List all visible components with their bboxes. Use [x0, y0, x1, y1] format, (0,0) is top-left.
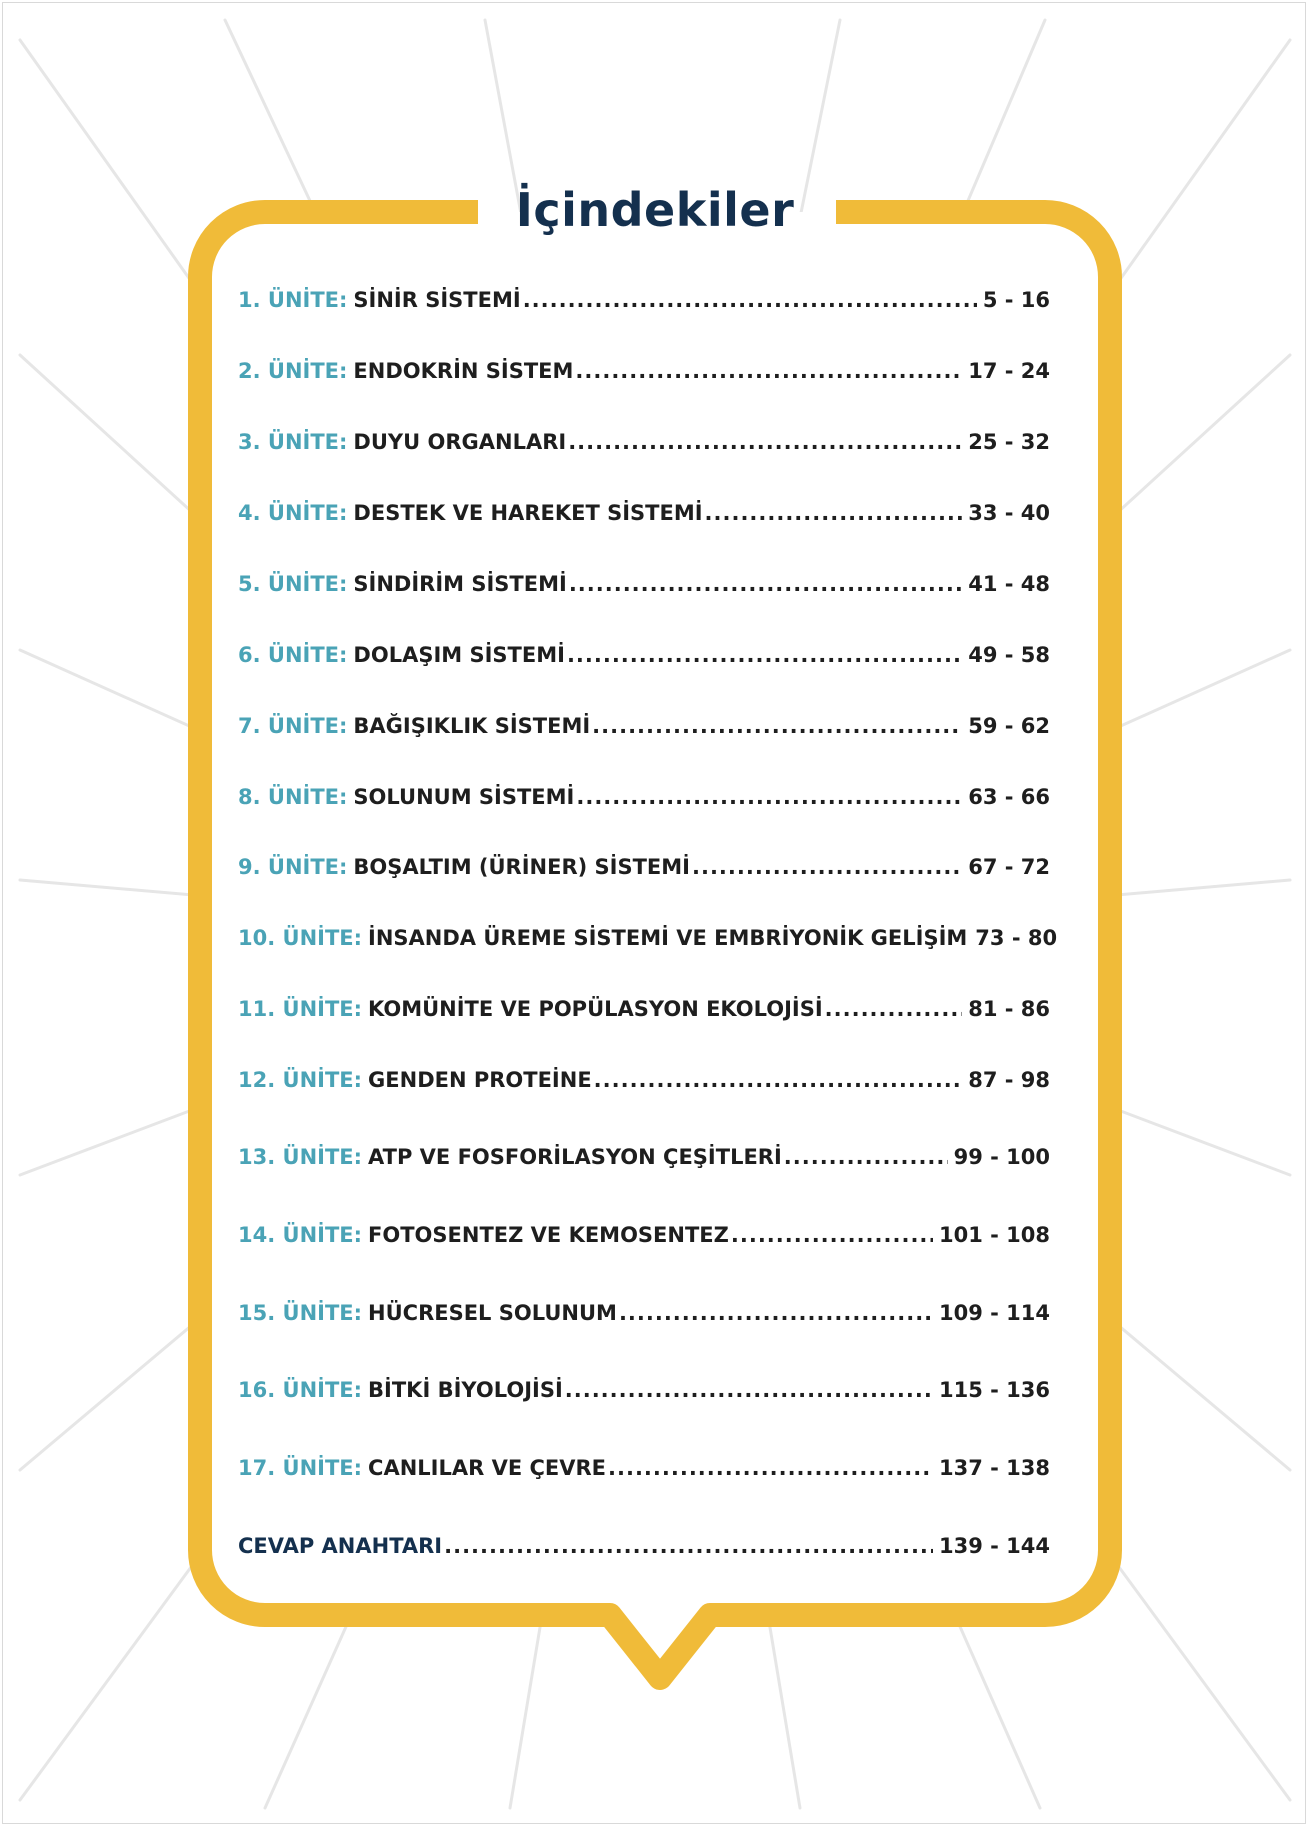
dot-leader — [594, 1060, 963, 1100]
toc-entry[interactable] — [238, 635, 1050, 675]
unit-label: 14. ÜNİTE: — [238, 1223, 363, 1247]
unit-title: DOLAŞIM SİSTEMİ — [353, 643, 565, 667]
dot-leader — [565, 1370, 933, 1410]
toc-entry[interactable] — [238, 847, 1050, 887]
unit-label: 12. ÜNİTE: — [238, 1068, 363, 1092]
dot-leader — [567, 635, 962, 675]
dot-leader — [825, 989, 963, 1029]
toc-entry[interactable] — [238, 1293, 1050, 1333]
page-range: 49 - 58 — [968, 643, 1050, 667]
dot-leader — [568, 422, 962, 462]
unit-label: 8. ÜNİTE: — [238, 785, 348, 809]
dot-leader — [784, 1137, 948, 1177]
unit-title: HÜCRESEL SOLUNUM — [368, 1301, 617, 1325]
unit-label: 11. ÜNİTE: — [238, 997, 363, 1021]
toc-entry[interactable] — [238, 1137, 1050, 1177]
unit-label: 2. ÜNİTE: — [238, 359, 348, 383]
unit-label: 16. ÜNİTE: — [238, 1378, 363, 1402]
dot-leader — [619, 1293, 933, 1333]
unit-title: CANLILAR VE ÇEVRE — [368, 1456, 607, 1480]
dot-leader — [592, 706, 962, 746]
unit-title: SİNDİRİM SİSTEMİ — [353, 572, 567, 596]
unit-label: 15. ÜNİTE: — [238, 1301, 363, 1325]
unit-title: BOŞALTIM (ÜRİNER) SİSTEMİ — [353, 855, 690, 879]
unit-label: 7. ÜNİTE: — [238, 714, 348, 738]
answer-key-title: CEVAP ANAHTARI — [238, 1534, 443, 1558]
page-range: 5 - 16 — [982, 288, 1050, 312]
toc-entry[interactable] — [238, 918, 1058, 958]
unit-label: 6. ÜNİTE: — [238, 643, 348, 667]
page-range: 17 - 24 — [968, 359, 1050, 383]
dot-leader — [444, 1526, 933, 1566]
unit-title: DUYU ORGANLARI — [353, 430, 567, 454]
unit-label: 3. ÜNİTE: — [238, 430, 348, 454]
toc-entry[interactable] — [238, 777, 1050, 817]
page-range: 73 - 80 — [975, 926, 1058, 950]
page-range: 81 - 86 — [968, 997, 1050, 1021]
unit-label: 1. ÜNİTE: — [238, 288, 348, 312]
unit-label: 13. ÜNİTE: — [238, 1145, 363, 1169]
dot-leader — [523, 280, 977, 320]
unit-title: BAĞIŞIKLIK SİSTEMİ — [353, 714, 591, 738]
dot-leader — [608, 1448, 933, 1488]
unit-title: ATP VE FOSFORİLASYON ÇEŞİTLERİ — [368, 1145, 782, 1169]
page-range: 139 - 144 — [938, 1534, 1050, 1558]
dot-leader — [731, 1215, 933, 1255]
unit-title: FOTOSENTEZ VE KEMOSENTEZ — [368, 1223, 729, 1247]
unit-title: SİNİR SİSTEMİ — [353, 288, 521, 312]
unit-label: 4. ÜNİTE: — [238, 501, 348, 525]
page-title: İçindekiler — [515, 183, 795, 237]
toc-entry[interactable] — [238, 280, 1050, 320]
toc-entry[interactable] — [238, 1060, 1050, 1100]
page-range: 87 - 98 — [968, 1068, 1050, 1092]
toc-entry[interactable] — [238, 706, 1050, 746]
page-range: 67 - 72 — [968, 855, 1050, 879]
toc-entry[interactable] — [238, 564, 1050, 604]
unit-title: GENDEN PROTEİNE — [368, 1068, 592, 1092]
page-range: 109 - 114 — [938, 1301, 1050, 1325]
page-range: 137 - 138 — [938, 1456, 1050, 1480]
dot-leader — [569, 564, 962, 604]
unit-label: 17. ÜNİTE: — [238, 1456, 363, 1480]
unit-title: DESTEK VE HAREKET SİSTEMİ — [353, 501, 703, 525]
unit-title: BİTKİ BİYOLOJİSİ — [368, 1378, 563, 1402]
page-range: 33 - 40 — [968, 501, 1050, 525]
toc-entry[interactable] — [238, 1370, 1050, 1410]
page-range: 59 - 62 — [968, 714, 1050, 738]
dot-leader — [576, 777, 962, 817]
toc-entry[interactable] — [238, 989, 1050, 1029]
dot-leader — [705, 493, 963, 533]
unit-label: 5. ÜNİTE: — [238, 572, 348, 596]
page-range: 115 - 136 — [938, 1378, 1050, 1402]
unit-label: 9. ÜNİTE: — [238, 855, 348, 879]
page-range: 99 - 100 — [953, 1145, 1050, 1169]
toc-entry[interactable] — [238, 422, 1050, 462]
page-range: 25 - 32 — [968, 430, 1050, 454]
toc-entry[interactable] — [238, 1215, 1050, 1255]
dot-leader — [575, 351, 962, 391]
page-range: 101 - 108 — [938, 1223, 1050, 1247]
unit-title: İNSANDA ÜREME SİSTEMİ VE EMBRİYONİK GELİŞİM — [368, 926, 968, 950]
unit-title: ENDOKRİN SİSTEM — [353, 359, 574, 383]
toc-entry[interactable] — [238, 1448, 1050, 1488]
toc-entry-answer-key[interactable] — [238, 1526, 1050, 1566]
page-range: 63 - 66 — [968, 785, 1050, 809]
unit-title: KOMÜNİTE VE POPÜLASYON EKOLOJİSİ — [368, 997, 823, 1021]
dot-leader — [692, 847, 962, 887]
toc-entry[interactable] — [238, 351, 1050, 391]
unit-label: 10. ÜNİTE: — [238, 926, 363, 950]
unit-title: SOLUNUM SİSTEMİ — [353, 785, 575, 809]
page-range: 41 - 48 — [968, 572, 1050, 596]
toc-entry[interactable] — [238, 493, 1050, 533]
